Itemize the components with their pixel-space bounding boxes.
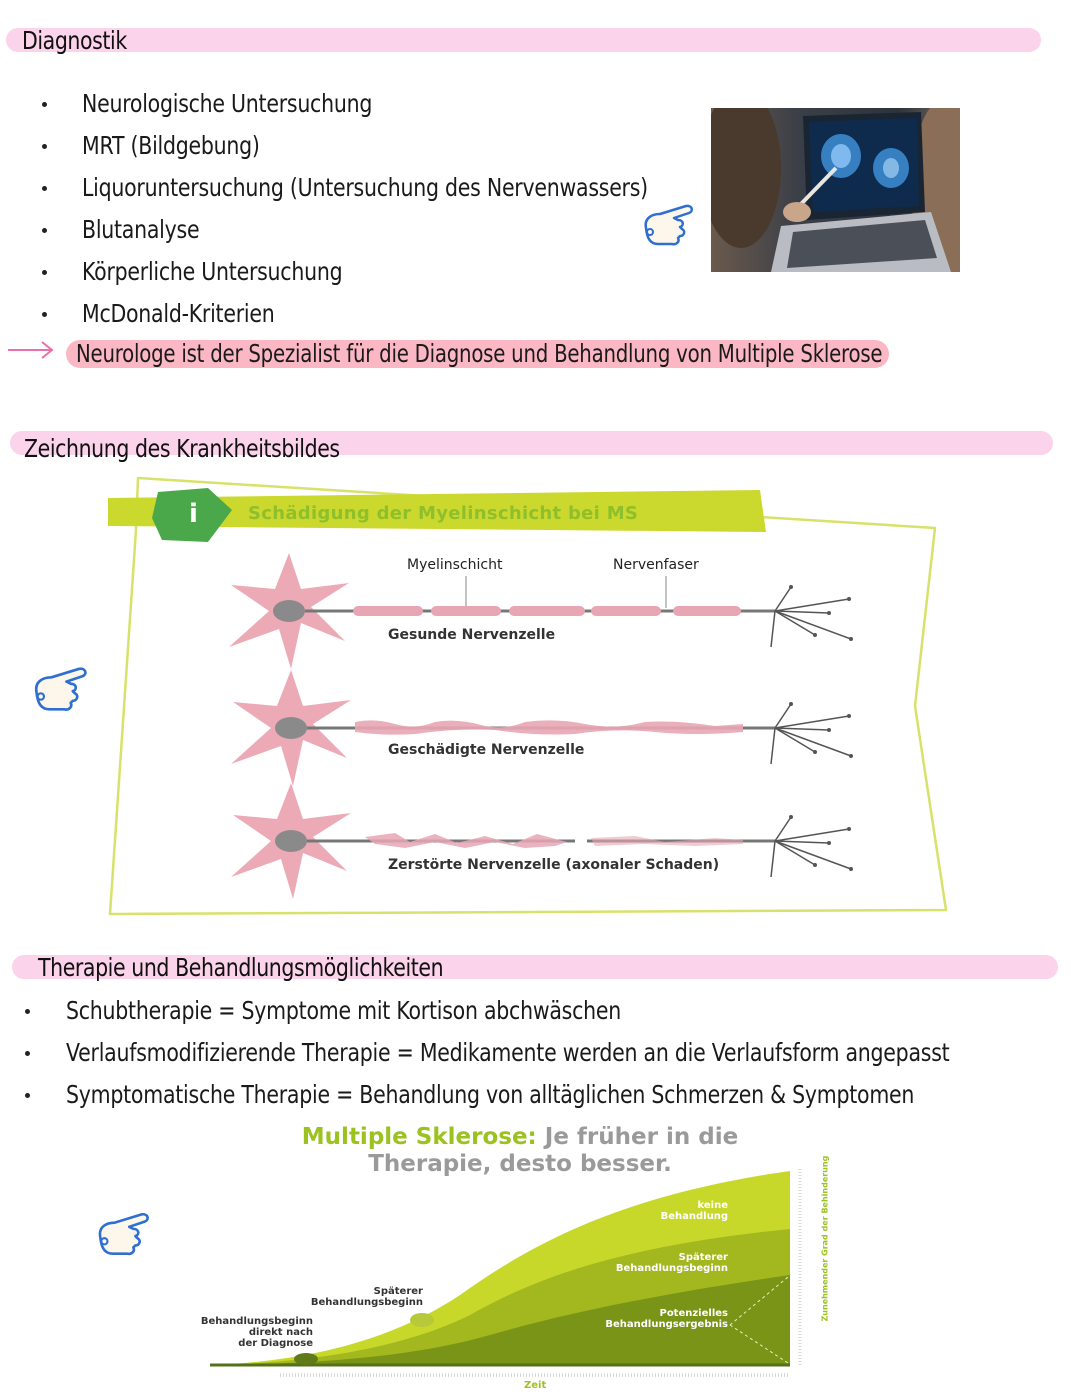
heading-highlight-diagnostik [6,28,1041,52]
list-item: Körperliche Untersuchung [0,251,772,293]
arrow-right-icon [6,338,56,362]
pointing-hand-icon [92,1206,154,1260]
area-label-potential: Potenzielles Behandlungsergebnis [605,1308,728,1330]
mri-doctor-photo [711,108,960,272]
list-item: Symptomatische Therapie = Behandlung von alltäglichen Schmerzen & Symptomen [0,1074,1080,1116]
section-title-zeichnung: Zeichnung des Krankheitsbildes [24,434,340,463]
area-label-later-start: Späterer Behandlungsbeginn [615,1252,728,1274]
chart-title-green: Multiple Sklerose: [301,1124,537,1150]
section-title-therapie: Therapie und Behandlungsmöglichkeiten [38,953,444,982]
cell-label-healthy: Gesunde Nervenzelle [388,627,556,643]
chart-subtitle: Therapie, desto besser. [368,1151,672,1177]
marker-label-later: Späterer Behandlungsbeginn [310,1286,423,1308]
label-myelinschicht: Myelinschicht [407,557,503,573]
list-item: Schubtherapie = Symptome mit Kortison abchwäschen [0,990,1080,1032]
pointing-hand-icon [28,660,92,716]
y-axis-label: Zunehmender Grad der Behinderung [820,1155,830,1322]
cell-label-destroyed: Zerstörte Nervenzelle (axonaler Schaden) [388,857,720,873]
neuron-diagram [195,550,865,910]
specialist-note: Neurologe ist der Spezialist für die Diagnose und Behandlung von Multiple Sklerose [76,339,883,368]
x-axis-label: Zeit [524,1380,547,1391]
chart-title [0,1124,1040,1150]
area-label-no-treatment: keine Behandlung [660,1200,728,1222]
label-nervenfaser: Nervenfaser [613,557,699,573]
section-title-diagnostik: Diagnostik [22,26,127,55]
marker-label-early: Behandlungsbeginn direkt nach der Diagnose [200,1316,313,1349]
cell-label-damaged: Geschädigte Nervenzelle [388,742,585,758]
list-item: McDonald-Kriterien [0,293,772,335]
info-icon: i [189,499,198,529]
chart-title-rest: Je früher in die [536,1124,739,1150]
myelin-figure-title: Schädigung der Myelinschicht bei MS [248,503,639,524]
pointing-hand-icon [638,198,698,250]
list-item: Verlaufsmodifizierende Therapie = Medikamente werden an die Verlaufsform angepasst [0,1032,1080,1074]
list-item: MRT (Bildgebung) [0,125,772,167]
therapie-list [0,990,1080,1116]
list-item: Blutanalyse [0,209,772,251]
list-item: Neurologische Untersuchung [0,83,772,125]
list-item: Liquoruntersuchung (Untersuchung des Nervenwassers) [0,167,772,209]
